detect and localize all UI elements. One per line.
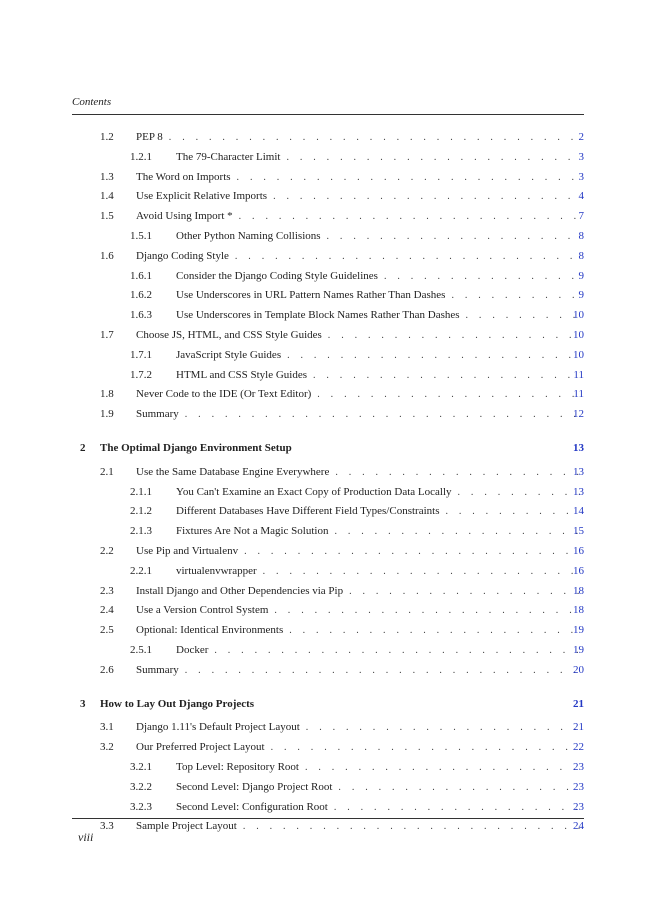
toc-entry-title[interactable]: Avoid Using Import * <box>136 207 239 225</box>
toc-page-link[interactable]: 11 <box>573 388 584 401</box>
dot-leader <box>286 149 580 167</box>
toc-page-link[interactable]: 21 <box>573 697 584 710</box>
toc-page-link[interactable]: 23 <box>573 800 584 813</box>
toc-page-link[interactable]: 13 <box>573 442 584 454</box>
toc-page-link[interactable]: 16 <box>573 545 584 557</box>
toc-entry-number: 2.3 <box>100 584 114 597</box>
toc-entry-number: 2.1.3 <box>130 525 152 538</box>
page-number-folio: viii <box>78 830 94 844</box>
toc-entry-number: 1.7.2 <box>130 368 152 381</box>
toc-entry-title[interactable]: Top Level: Repository Root <box>176 758 305 776</box>
toc-page-link[interactable]: 10 <box>573 329 584 341</box>
dot-leader <box>169 129 580 147</box>
dot-leader <box>384 268 580 286</box>
dot-leader <box>313 367 580 385</box>
toc-entry-title[interactable]: JavaScript Style Guides <box>176 346 287 364</box>
toc-entry-title[interactable]: Other Python Naming Collisions <box>176 227 327 245</box>
toc-entry-title-wrap <box>136 817 580 836</box>
toc-entry-number: 1.7 <box>100 329 114 341</box>
toc-entry-title-wrap <box>176 286 580 305</box>
toc-entry-title-wrap <box>136 463 580 482</box>
toc-page-link[interactable]: 23 <box>573 780 584 793</box>
toc-entry-number: 2.4 <box>100 604 114 617</box>
toc-entry-title-wrap <box>136 582 580 601</box>
toc-entry[interactable] <box>0 582 660 600</box>
toc-entry-title[interactable]: Our Preferred Project Layout <box>136 738 271 756</box>
toc-entry-title-wrap <box>100 439 550 457</box>
toc-entry-title-wrap <box>176 641 580 660</box>
toc-entry-title[interactable]: Install Django and Other Dependencies via Pip <box>136 582 349 600</box>
toc-entry-title-wrap <box>136 207 580 226</box>
dot-leader <box>185 406 580 424</box>
toc-entry-title[interactable]: Summary <box>136 661 185 679</box>
toc-page-link[interactable]: 4 <box>578 190 584 203</box>
dot-leader <box>239 208 580 226</box>
running-header: Contents <box>72 96 112 108</box>
footer-rule <box>72 818 584 819</box>
toc-page-link[interactable]: 13 <box>573 465 584 478</box>
toc-page-link[interactable]: 15 <box>573 525 584 538</box>
toc-entry-title[interactable]: Choose JS, HTML, and CSS Style Guides <box>136 326 328 344</box>
toc-entry-title-wrap <box>176 346 580 365</box>
toc-entry-number: 1.6.3 <box>130 309 152 322</box>
toc-entry[interactable] <box>0 758 660 776</box>
toc-entry-title-wrap <box>136 601 580 620</box>
toc-page-link[interactable]: 12 <box>573 408 584 421</box>
toc-entry[interactable] <box>0 798 660 816</box>
toc-entry-title-wrap <box>176 502 580 521</box>
toc-entry-number: 3.3 <box>100 820 114 833</box>
toc-entry-number: 2.1.1 <box>130 485 152 498</box>
toc-entry[interactable] <box>0 778 660 796</box>
toc-page-link[interactable]: 7 <box>578 210 584 223</box>
toc-entry-number: 1.6.2 <box>130 289 152 302</box>
toc-entry[interactable] <box>0 817 660 835</box>
toc-entry-title-wrap <box>136 326 580 345</box>
toc-entry-number: 1.5 <box>100 210 114 223</box>
toc-entry[interactable] <box>0 286 660 304</box>
toc-chapter-entry[interactable] <box>0 695 660 713</box>
toc-entry[interactable] <box>0 267 660 285</box>
toc-entry-number: 2.2.1 <box>130 564 152 577</box>
toc-entry-title[interactable]: Optional: Identical Environments <box>136 621 289 639</box>
toc-entry-title[interactable]: virtualenvwrapper <box>176 562 263 580</box>
toc-entry[interactable] <box>0 542 660 560</box>
toc-entry-title[interactable]: PEP 8 <box>136 128 169 146</box>
dot-leader <box>244 543 580 561</box>
toc-entry[interactable] <box>0 168 660 186</box>
toc-entry-title[interactable]: Django 1.11's Default Project Layout <box>136 718 306 736</box>
toc-entry-number: 1.4 <box>100 190 114 203</box>
toc-entry-title[interactable]: Use Underscores in Template Block Names Rather Than Dashes <box>176 306 466 324</box>
toc-page-link[interactable]: 13 <box>573 485 584 498</box>
toc-entry[interactable] <box>0 522 660 540</box>
toc-entry-title[interactable]: The Optimal Django Environment Setup <box>100 439 298 457</box>
toc-entry[interactable] <box>0 128 660 146</box>
toc-entry[interactable] <box>0 641 660 659</box>
dot-leader <box>335 464 580 482</box>
toc-entry-title[interactable]: Use a Version Control System <box>136 601 274 619</box>
toc-entry[interactable] <box>0 187 660 205</box>
toc-entry-number: 3.1 <box>100 721 114 734</box>
toc-entry-number: 3.2.3 <box>130 800 152 813</box>
toc-page-link[interactable]: 16 <box>573 564 584 577</box>
toc-page-link[interactable]: 11 <box>573 368 584 381</box>
toc-entry-title-wrap <box>136 405 580 424</box>
toc-entry-number: 3.2 <box>100 741 114 754</box>
toc-entry-number: 3 <box>80 697 86 710</box>
toc-entry-title-wrap <box>136 661 580 680</box>
toc-entry-number: 1.2.1 <box>130 150 152 163</box>
toc-page-link[interactable]: 24 <box>573 820 584 833</box>
toc-chapter-entry[interactable] <box>0 439 660 457</box>
toc-entry-title[interactable]: Use Underscores in URL Pattern Names Rather Than Dashes <box>176 286 451 304</box>
dot-leader <box>289 622 580 640</box>
toc-entry-number: 1.2 <box>100 131 114 143</box>
toc-entry-title[interactable]: Use the Same Database Engine Everywhere <box>136 463 335 481</box>
dot-leader <box>338 779 580 797</box>
dot-leader <box>274 602 580 620</box>
toc-page-link[interactable]: 2 <box>578 131 584 143</box>
dot-leader <box>334 523 580 541</box>
toc-entry[interactable] <box>0 227 660 245</box>
toc-entry[interactable] <box>0 326 660 344</box>
toc-page-link[interactable]: 8 <box>578 230 584 242</box>
dot-leader <box>243 818 580 836</box>
toc-entry-title-wrap <box>136 385 580 404</box>
toc-entry-title-wrap <box>176 562 580 581</box>
dot-leader <box>271 739 580 757</box>
toc-entry-title-wrap <box>176 148 580 167</box>
toc-entry-number: 2.2 <box>100 545 114 557</box>
toc-entry-number: 1.8 <box>100 388 114 401</box>
toc-entry[interactable] <box>0 306 660 324</box>
toc-entry-title[interactable]: Docker <box>176 641 214 659</box>
toc-entry-number: 1.5.1 <box>130 230 152 242</box>
toc-entry-title[interactable]: Summary <box>136 405 185 423</box>
toc-entry-number: 2.6 <box>100 663 114 676</box>
toc-entry[interactable] <box>0 207 660 225</box>
toc-entry-title[interactable]: Second Level: Configuration Root <box>176 798 334 816</box>
toc-entry[interactable] <box>0 247 660 265</box>
toc-entry-title-wrap <box>176 267 580 286</box>
dot-leader <box>317 386 580 404</box>
toc-page-link[interactable]: 23 <box>573 761 584 773</box>
dot-leader <box>235 248 580 266</box>
toc-entry-title[interactable]: How to Lay Out Django Projects <box>100 695 260 713</box>
toc-entry-title[interactable]: Never Code to the IDE (Or Text Editor) <box>136 385 317 403</box>
toc-page-link[interactable]: 20 <box>573 663 584 676</box>
toc-page-link[interactable]: 3 <box>578 150 584 163</box>
toc-entry-title-wrap <box>136 621 580 640</box>
toc-entry-title[interactable]: The Word on Imports <box>136 168 237 186</box>
toc-page-link[interactable]: 10 <box>573 309 584 322</box>
toc-entry-title-wrap <box>176 483 580 502</box>
toc-entry-title-wrap <box>176 758 580 777</box>
dot-leader <box>328 327 580 345</box>
toc-entry-number: 2.1.2 <box>130 505 152 518</box>
toc-entry-number: 3.2.1 <box>130 761 152 773</box>
toc-entry-number: 2 <box>80 442 86 454</box>
toc-entry-title[interactable]: Use Explicit Relative Imports <box>136 187 273 205</box>
toc-entry-title[interactable]: Fixtures Are Not a Magic Solution <box>176 522 334 540</box>
toc-entry-title-wrap <box>176 778 580 797</box>
toc-page-link[interactable]: 19 <box>573 624 584 637</box>
toc-entry[interactable] <box>0 483 660 501</box>
toc-entry[interactable] <box>0 405 660 423</box>
header-rule <box>72 114 584 115</box>
toc-page-link[interactable]: 10 <box>573 348 584 361</box>
toc-page-link[interactable]: 19 <box>573 644 584 656</box>
toc-entry-title-wrap <box>176 366 580 385</box>
toc-entry-title-wrap <box>136 542 580 561</box>
toc-entry-number: 1.3 <box>100 170 114 183</box>
toc-entry[interactable] <box>0 502 660 520</box>
toc-entry[interactable] <box>0 621 660 639</box>
dot-leader <box>273 188 580 206</box>
toc-page-link[interactable]: 22 <box>573 741 584 754</box>
toc-entry-title-wrap <box>136 247 580 266</box>
toc-entry-title[interactable]: HTML and CSS Style Guides <box>176 366 313 384</box>
dot-leader <box>214 642 580 660</box>
toc-page-link[interactable]: 9 <box>578 269 584 282</box>
toc-page-link[interactable]: 18 <box>573 604 584 617</box>
toc-entry[interactable] <box>0 366 660 384</box>
toc-entry[interactable] <box>0 385 660 403</box>
toc-entry-title-wrap <box>176 227 580 246</box>
toc-entry[interactable] <box>0 738 660 756</box>
toc-entry-title-wrap <box>136 718 580 737</box>
dot-leader <box>287 347 580 365</box>
toc-entry-title-wrap <box>136 187 580 206</box>
toc-entry-title-wrap <box>100 695 550 713</box>
toc-entry-title-wrap <box>176 798 580 817</box>
toc-page-link[interactable]: 21 <box>573 721 584 734</box>
toc-page-link[interactable]: 8 <box>578 249 584 262</box>
toc-entry-number: 1.6.1 <box>130 269 152 282</box>
dot-leader <box>185 662 580 680</box>
toc-entry-number: 1.9 <box>100 408 114 421</box>
toc-entry-number: 1.6 <box>100 249 114 262</box>
dot-leader <box>327 228 580 246</box>
toc-entry-title[interactable]: Use Pip and Virtualenv <box>136 542 244 560</box>
dot-leader <box>263 563 580 581</box>
toc-entry-number: 2.5.1 <box>130 644 152 656</box>
toc-page-link[interactable]: 9 <box>578 289 584 302</box>
toc-entry[interactable] <box>0 346 660 364</box>
dot-leader <box>334 799 580 817</box>
toc-entry-title[interactable]: Second Level: Django Project Root <box>176 778 338 796</box>
toc-entry-title[interactable]: Different Databases Have Different Field Types/Constraints <box>176 502 445 520</box>
toc-entry-number: 2.1 <box>100 465 114 478</box>
toc-page-link[interactable]: 3 <box>578 170 584 183</box>
toc-entry[interactable] <box>0 562 660 580</box>
dot-leader <box>306 719 580 737</box>
toc-page-link[interactable]: 18 <box>573 584 584 597</box>
toc-entry-title[interactable]: Sample Project Layout <box>136 817 243 835</box>
toc-entry-title[interactable]: Django Coding Style <box>136 247 235 265</box>
toc-entry-title[interactable]: Consider the Django Coding Style Guidelines <box>176 267 384 285</box>
toc-entry[interactable] <box>0 718 660 736</box>
toc-entry-number: 1.7.1 <box>130 348 152 361</box>
toc-entry[interactable] <box>0 463 660 481</box>
toc-page-link[interactable]: 14 <box>573 505 584 518</box>
toc-entry-number: 2.5 <box>100 624 114 637</box>
toc-entry[interactable] <box>0 661 660 679</box>
toc-entry-title[interactable]: You Can't Examine an Exact Copy of Production Data Locally <box>176 483 458 501</box>
toc-entry-title-wrap <box>136 738 580 757</box>
toc-entry-title-wrap <box>136 128 580 147</box>
toc-entry-number: 3.2.2 <box>130 780 152 793</box>
toc-entry-title-wrap <box>176 522 580 541</box>
dot-leader <box>237 169 580 187</box>
toc-entry-title-wrap <box>176 306 580 325</box>
dot-leader <box>349 583 580 601</box>
toc-entry-title[interactable]: The 79-Character Limit <box>176 148 286 166</box>
dot-leader <box>305 759 580 777</box>
toc-entry[interactable] <box>0 601 660 619</box>
toc-entry[interactable] <box>0 148 660 166</box>
toc-entry-title-wrap <box>136 168 580 187</box>
